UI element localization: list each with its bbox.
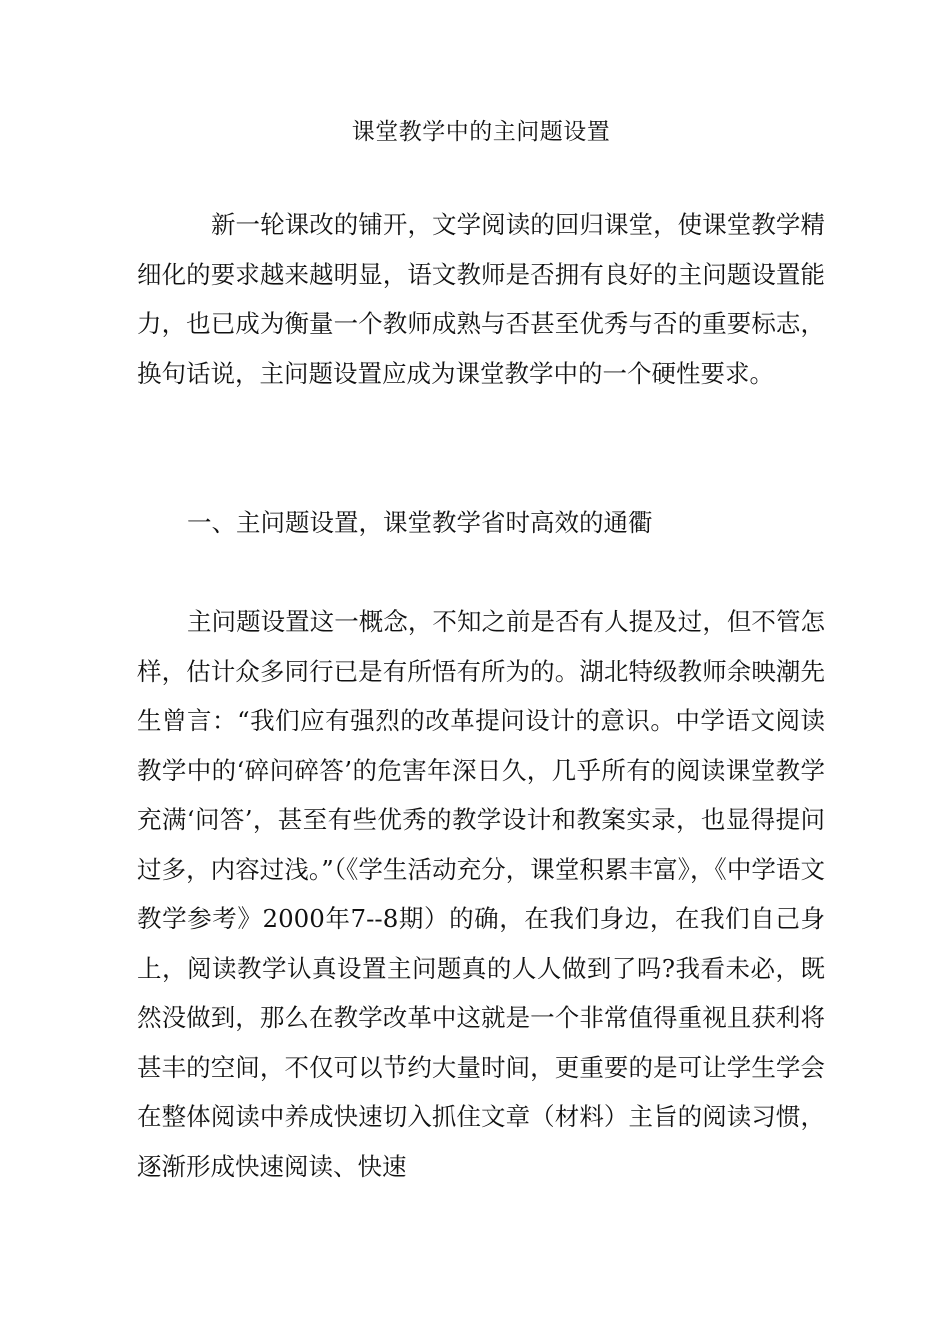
section-heading: 一、主问题设置，课堂教学省时高效的通衢 [187,508,653,537]
document-title: 课堂教学中的主问题设置 [351,119,611,145]
intro-paragraph: 新一轮课改的铺开，文学阅读的回归课堂，使课堂教学精细化的要求越来越明显，语文教师是否拥有良好的主问题设置能力，也已成为衡量一个教师成熟与否甚至优秀与否的重要标志，换句话说，主问题设置应成为课堂教学中的一个硬性要求。 [137,210,825,388]
body-paragraph: 主问题设置这一概念，不知之前是否有人提及过，但不管怎样，估计众多同行已是有所悟有所为的。湖北特级教师余映潮先生曾言：“我们应有强烈的改革提问设计的意识。中学语文阅读教学中的‘碎问碎答’的危害年深日久，几乎所有的阅读课堂教学充满‘问答’，甚至有些优秀的教学设计和教案实录，也显得提问过多，内容过浅。”（《学生活动充分，课堂积累丰富》，《中学语文教学参考》2000年7--8期）的确，在我们身边，在我们自己身上，阅读教学认真设置主问题真的人人做到了吗?我看未必，既然没做到，那么在教学改革中这就是一个非常值得重视且获利将甚丰的空间，不仅可以节约大量时间，更重要的是可让学生学会在整体阅读中养成快速切入抓住文章（材料）主旨的阅读习惯，逐渐形成快速阅读、快速 [137,607,825,1181]
